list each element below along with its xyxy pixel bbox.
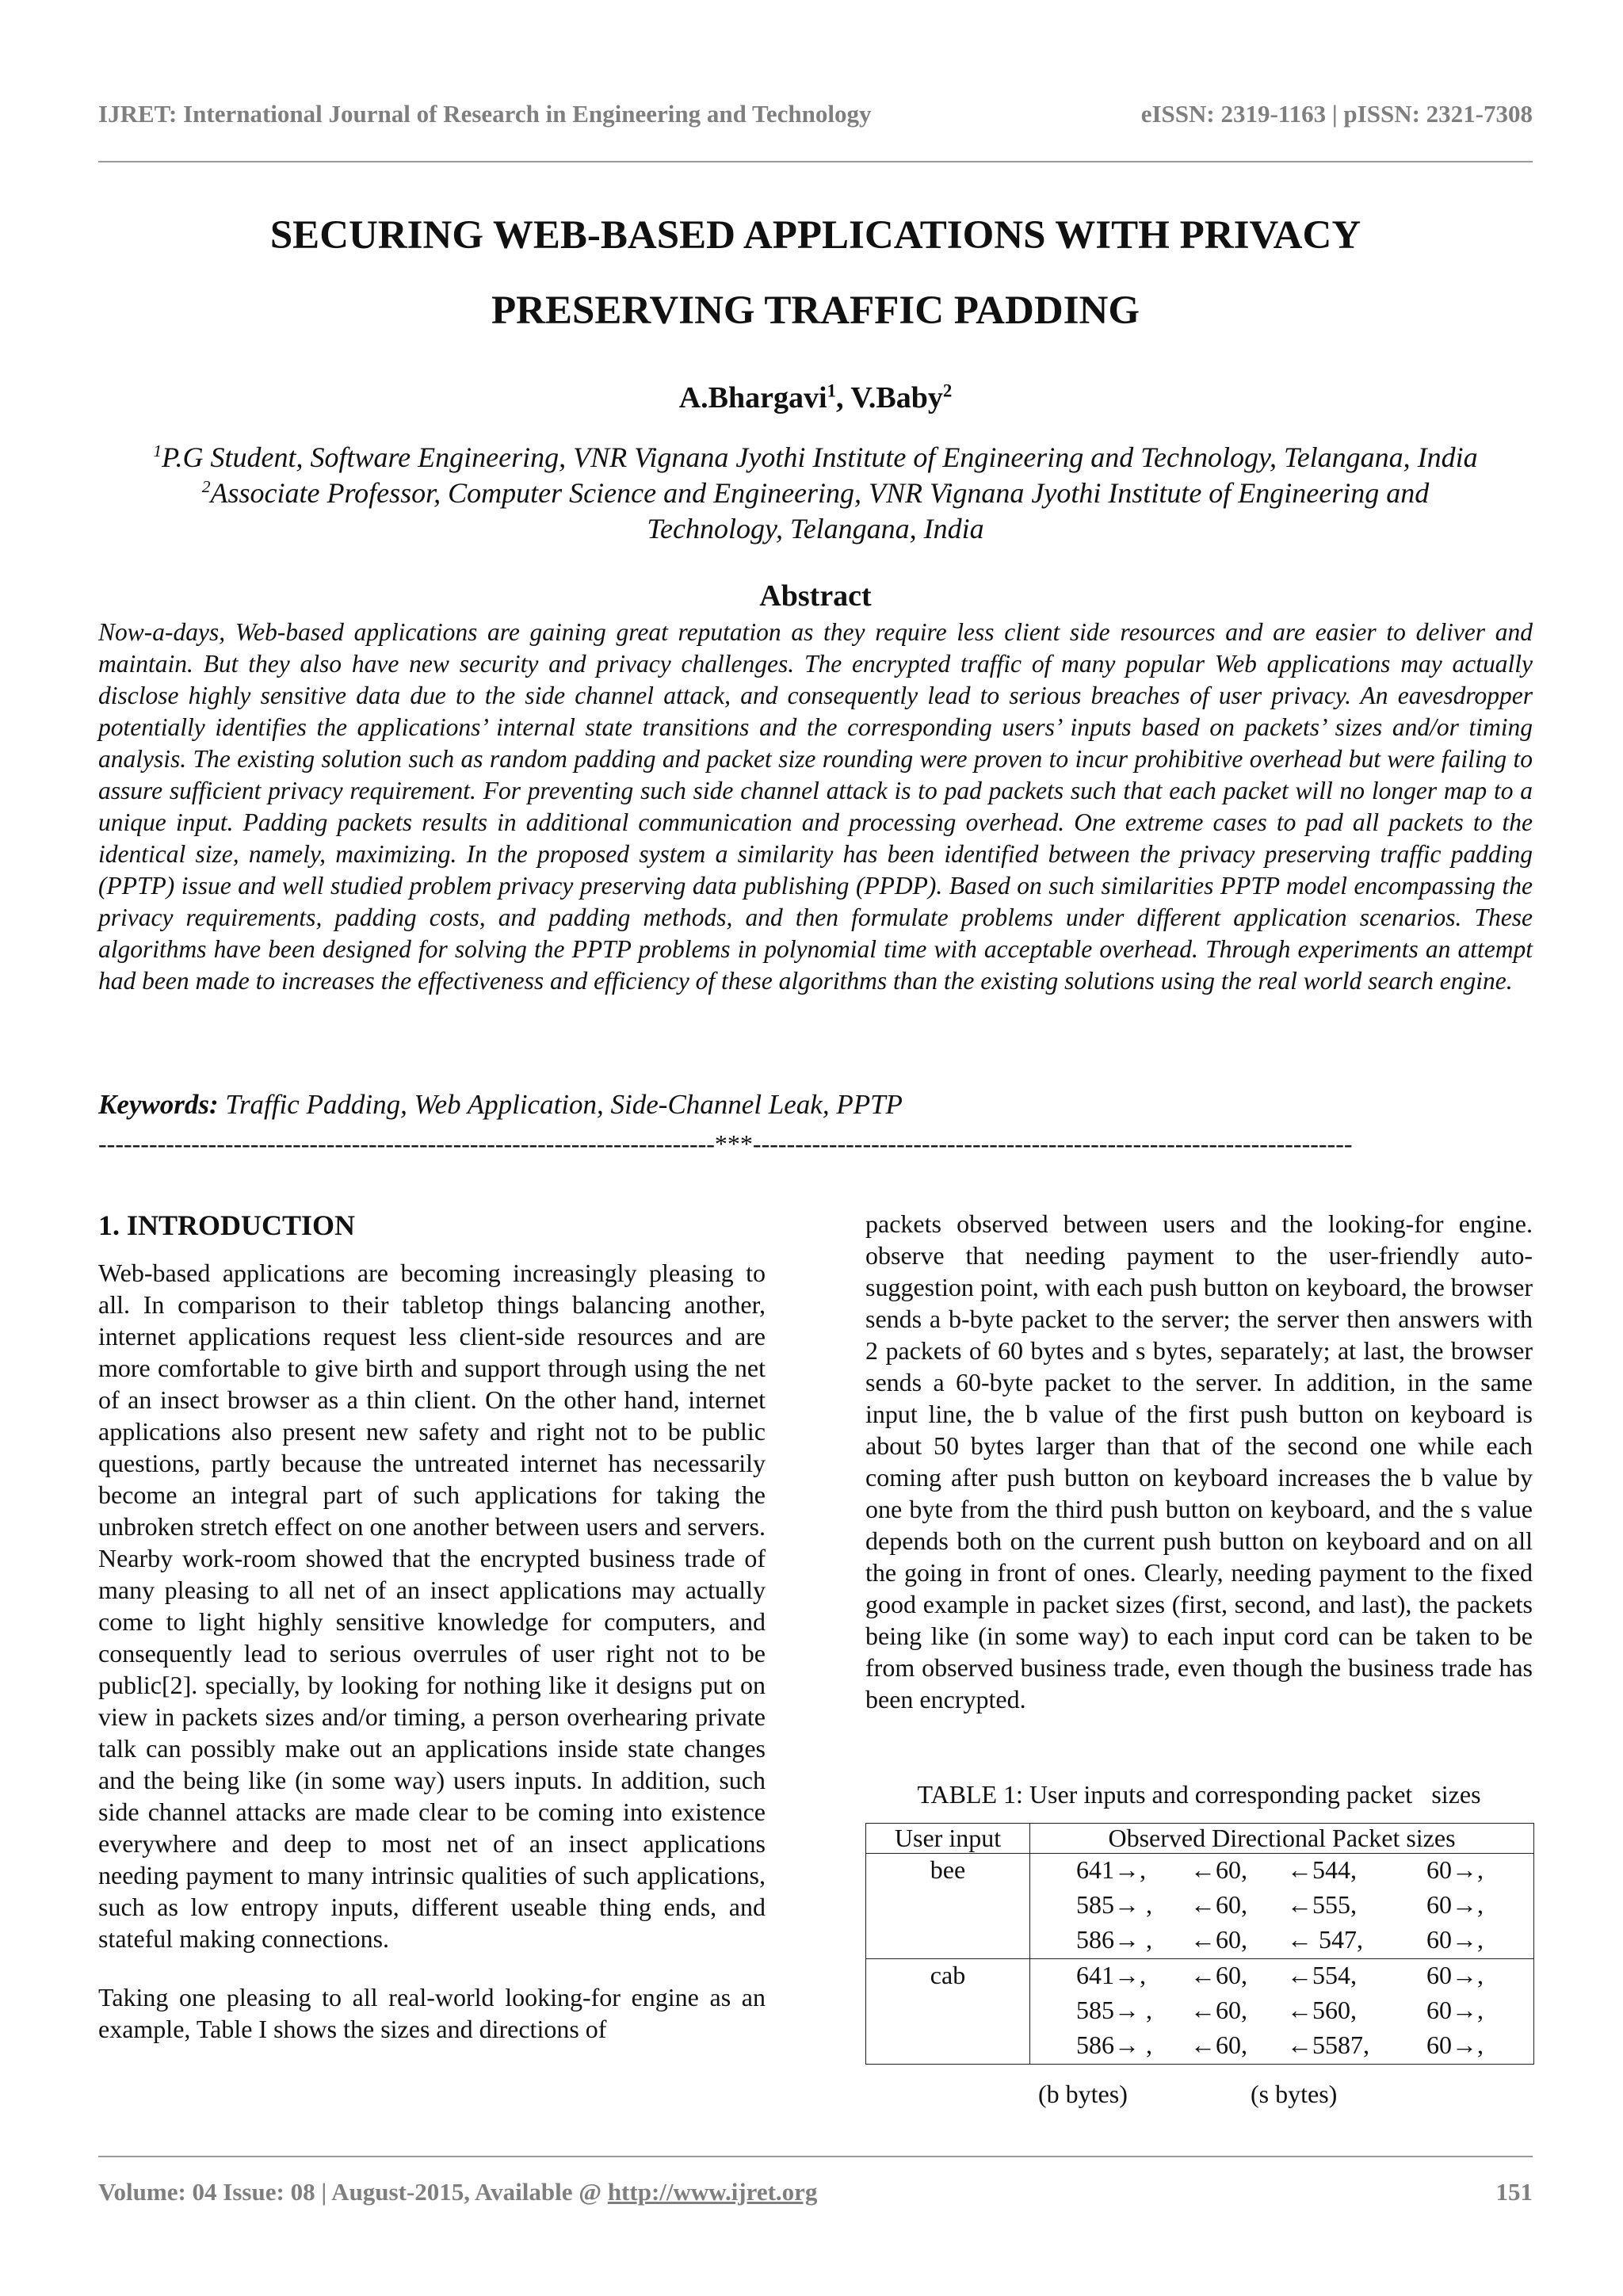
- table-row: [1030, 1924, 1533, 1958]
- header-rule: [98, 161, 1533, 162]
- author-1-sup: 1: [827, 380, 836, 401]
- packet-value: ←60,: [1190, 1925, 1247, 1954]
- packet-values-cell: [1030, 1959, 1534, 2065]
- running-footer: [98, 2178, 1533, 2206]
- journal-website-link[interactable]: http://www.ijret.org: [607, 2178, 818, 2206]
- intro-paragraph-3: packets observed between users and the looking-for engine. observe that needing payment to the user-friendly auto-suggestion point, with each push button on keyboard, the browser sends a b-byte packet to the server; the server then answers with 2 packets of 60 bytes and s bytes, separately; at last, the browser sends a 60-byte packet to the server. In addition, in the same input line, the b value of the first push button on keyboard is about 50 bytes larger than that of the second one while each coming after push button on keyboard increases the b value by one byte from the third push button on keyboard, and the s value depends both on the current push button on keyboard and on all the going in front of ones. Clearly, needing payment to the fixed good example in packet sizes (first, second, and last), the packets being like (in some way) to each input cord can be taken to be from observed business trade, even though the business trade has been encrypted.: [865, 1209, 1533, 1713]
- packet-value: 60→,: [1426, 1890, 1484, 1919]
- table-group-cab: [866, 1959, 1534, 2065]
- paper-title: [98, 198, 1533, 349]
- packet-value: ←60,: [1190, 1961, 1247, 1989]
- footer-rule: [98, 2156, 1533, 2157]
- keywords-text: Traffic Padding, Web Application, Side-Channel Leak, PPTP: [218, 1089, 903, 1120]
- table-row: [1030, 1889, 1533, 1924]
- packet-value: 60→,: [1426, 2030, 1484, 2059]
- packet-value: 60→,: [1426, 1925, 1484, 1954]
- packet-value: 60→,: [1426, 1855, 1484, 1884]
- author-list: [98, 380, 1533, 415]
- packet-value: 60→,: [1426, 1996, 1484, 2024]
- affiliation-1: [98, 440, 1533, 476]
- packet-size-table: [865, 1823, 1534, 2065]
- intro-paragraph-2: Taking one pleasing to all real-world looking-for engine as an example, Table I shows the sizes and directions of: [98, 1983, 766, 2043]
- title-line-2: PRESERVING TRAFFIC PADDING: [491, 288, 1140, 333]
- table-row: [1030, 1994, 1533, 2029]
- section-separator: -------------------------------------------------------------------------***-----------------------------------------------------------------------: [98, 1129, 1353, 1158]
- affiliation-1-text: P.G Student, Software Engineering, VNR Vignana Jyothi Institute of Engineering and Technology, Telangana, India: [162, 441, 1478, 473]
- keywords-line: [98, 1089, 1533, 1121]
- table-row: [1030, 1854, 1533, 1889]
- table-row: [1030, 1959, 1533, 1994]
- packet-value: ←5587,: [1287, 2030, 1369, 2059]
- unit-s-bytes: (s bytes): [1251, 2080, 1338, 2108]
- affiliations: [98, 440, 1533, 547]
- intro-heading: 1. INTRODUCTION: [98, 1209, 356, 1241]
- keywords-label: Keywords:: [98, 1089, 219, 1120]
- packet-value: ←60,: [1190, 1890, 1247, 1919]
- packet-value: 585→ ,: [1076, 1890, 1152, 1919]
- affiliation-2: [98, 476, 1533, 511]
- header-user-input: User input: [866, 1824, 1030, 1854]
- footer-volume-text: Volume: 04 Issue: 08 | August-2015, Available @: [98, 2178, 608, 2206]
- author-1-name: A.Bhargavi: [678, 381, 827, 415]
- author-2-name: V.Baby: [850, 381, 943, 415]
- user-input-cell: bee: [866, 1854, 1030, 1959]
- intro-paragraph-1: Web-based applications are becoming increasingly pleasing to all. In comparison to their tabletop things balancing another, internet applications request less client-side resources and are more comfortable to give birth and support through using the net of an insect browser as a thin client. On the other hand, internet applications also present new safety and right not to be public questions, partly because the untreated internet has necessarily become an integral part of such applications for taking the unbroken stretch effect on one another between users and servers. Nearby work-room showed that the encrypted business trade of many pleasing to all net of an insect applications may actually come to light highly sensitive knowledge for computers, and consequently lead to serious overrules of user right not to be public[2]. specially, by looking for nothing like it designs put on view in packets sizes and/or timing, a person overhearing private talk can possibly make out an applications inside state changes and the being like (in some way) users inputs. In addition, such side channel attacks are made clear to be coming into existence everywhere and deep to most net of an insect applications needing payment to many intrinsic qualities of such applications, such as low entropy inputs, different useable thing ends, and stateful making connections.: [98, 1259, 766, 1953]
- affiliation-2-cont: Technology, Telangana, India: [647, 513, 984, 544]
- packet-value: 60→,: [1426, 1961, 1484, 1989]
- user-input-cell: cab: [866, 1959, 1030, 2065]
- title-line-1: SECURING WEB-BASED APPLICATIONS WITH PRIVACY: [269, 213, 1361, 258]
- packet-value: ←544,: [1287, 1855, 1357, 1884]
- issn-numbers: eISSN: 2319-1163 | pISSN: 2321-7308: [1140, 100, 1533, 128]
- packet-value: 641→,: [1076, 1961, 1146, 1989]
- right-column: [865, 1208, 1533, 1715]
- packet-value: 585→ ,: [1076, 1996, 1152, 2024]
- abstract-heading: Abstract: [759, 579, 872, 613]
- affiliation-2-sup: 2: [201, 477, 211, 496]
- packet-value: ← 547,: [1287, 1925, 1363, 1954]
- packet-value: ←60,: [1190, 1855, 1247, 1884]
- packet-value: ←60,: [1190, 2030, 1247, 2059]
- packet-value: 586→ ,: [1076, 2030, 1152, 2059]
- packet-value: 586→ ,: [1076, 1925, 1152, 1954]
- left-column: [98, 1209, 766, 2072]
- page-number: 151: [1495, 2178, 1533, 2206]
- affiliation-2-text: Associate Professor, Computer Science and Engineering, VNR Vignana Jyothi Institute of Engineering and: [210, 477, 1430, 509]
- journal-name: IJRET: International Journal of Research in Engineering and Technology: [98, 100, 872, 128]
- packet-value: ←60,: [1190, 1996, 1247, 2024]
- packet-value: 641→,: [1076, 1855, 1146, 1884]
- unit-b-bytes: (b bytes): [1038, 2080, 1128, 2108]
- table-caption: TABLE 1: User inputs and corresponding packet sizes: [917, 1780, 1481, 1809]
- running-header: [98, 95, 1533, 135]
- table-row: [1030, 2029, 1533, 2064]
- abstract-text: Now-a-days, Web-based applications are gaining great reputation as they require less client side resources and are easier to deliver and maintain. But they also have new security and privacy challenges. The encrypted traffic of many popular Web applications may actually disclose highly sensitive data due to the side channel attack, and consequently lead to serious breaches of user privacy. An eavesdropper potentially identifies the applications’ internal state transitions and the corresponding users’ inputs based on packets’ sizes and/or timing analysis. The existing solution such as random padding and packet size rounding were proven to incur prohibitive overhead but were failing to assure sufficient privacy requirement. For preventing such side channel attack is to pad packets such that each packet will no longer map to a unique input. Padding packets results in additional communication and processing overhead. One extreme cases to pad all packets to the identical size, namely, maximizing. In the proposed system a similarity has been identified between the privacy preserving traffic padding (PPTP) issue and well studied problem privacy preserving data publishing (PPDP). Based on such similarities PPTP model encompassing the privacy requirements, padding costs, and padding methods, and then formulate problems under different application scenarios. These algorithms have been designed for solving the PPTP problems in polynomial time with acceptable overhead. Through experiments an attempt had been made to increases the effectiveness and efficiency of these algorithms than the existing solutions using the real world search engine.: [98, 618, 1533, 995]
- packet-values-cell: [1030, 1854, 1534, 1959]
- author-2-sup: 2: [942, 380, 953, 401]
- packet-value: ←554,: [1287, 1961, 1357, 1989]
- table-group-bee: [866, 1854, 1534, 1959]
- header-packet-sizes: Observed Directional Packet sizes: [1030, 1824, 1534, 1854]
- packet-value: ←560,: [1287, 1996, 1357, 2024]
- packet-value: ←555,: [1287, 1890, 1357, 1919]
- author-separator: ,: [836, 381, 851, 415]
- table-header-row: [866, 1824, 1534, 1854]
- affiliation-1-sup: 1: [153, 441, 162, 460]
